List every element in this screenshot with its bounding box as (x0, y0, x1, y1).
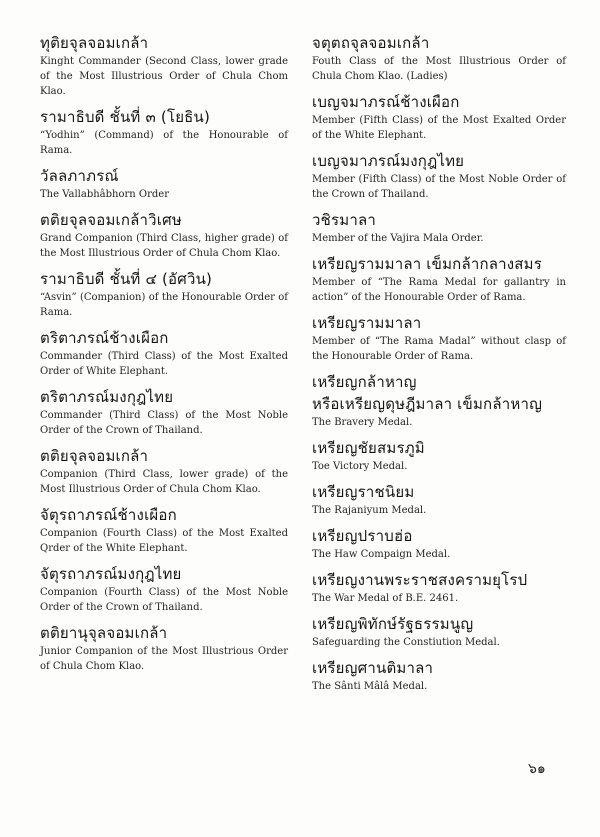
entry (40, 209, 288, 261)
thai-term: เหรียญศานติมาลา (312, 659, 434, 677)
entry (312, 91, 566, 143)
english-definition: The Sânti Mâlâ Medal. (312, 681, 428, 692)
english-definition: Companion (Fourth Class) of the Most Exalted Qrder of the White Elephant. (40, 528, 288, 554)
english-definition: Grand Companion (Third Class, higher grade) of the Most Illustrious Order of Chula Chom Klao. (40, 233, 288, 259)
page-number: ๖๑ (528, 761, 546, 777)
english-definition: Member (Fifth Class) of the Most Exalted Order of the White Elephant. (312, 115, 566, 141)
english-definition: Toe Victory Medal. (312, 461, 408, 472)
english-definition: Kinght Commander (Second Class, lower grade of the Most Illustrious Order of Chula Chom Klao. (40, 56, 288, 97)
english-definition: The Haw Compaign Medal. (312, 549, 451, 560)
english-definition: Companion (Third Class, lower grade) of the Most Illustrious Order of Chula Chom Klao. (40, 469, 288, 495)
entry (312, 657, 566, 694)
english-definition: Member of “The Rama Medal for gallantry in action” of the Honourable Order of Rama. (312, 277, 566, 303)
english-definition: The War Medal of B.E. 2461. (312, 593, 459, 604)
english-definition: Member of the Vajira Mala Order. (312, 233, 484, 244)
english-definition: Companion (Fourth Class) of the Most Noble Order of the Crown of Thailand. (40, 587, 288, 613)
thai-term: เบญจมาภรณ์มงกุฎไทย (312, 152, 465, 170)
thai-term: จัตุรถาภรณ์มงกุฎไทย (40, 565, 182, 583)
thai-term: เหรียญปราบฮ่อ (312, 527, 413, 545)
entry (40, 504, 288, 556)
entry (312, 209, 566, 246)
entry (40, 563, 288, 615)
english-definition: Fouth Class of the Most Illustrious Order of Chula Chom Klao. (Ladies) (312, 56, 566, 82)
entry (40, 327, 288, 379)
entry (312, 481, 566, 518)
english-definition: Commander (Third Class) of the Most Noble Order of the Crown of Thailand. (40, 410, 288, 436)
thai-term: ตติยจุลจอมเกล้า (40, 447, 149, 465)
thai-term: รามาธิบดี ชั้นที่ ๓ (โยธิน) (40, 108, 211, 126)
thai-term: เหรียญชัยสมรภูมิ (312, 439, 425, 457)
thai-term: เหรียญราชนิยม (312, 483, 415, 501)
entry (40, 165, 288, 202)
thai-term: จตุตถจุลจอมเกล้า (312, 34, 430, 52)
english-definition: “Asvin” (Companion) of the Honourable Order of Rama. (40, 292, 288, 318)
entry (312, 32, 566, 84)
thai-term: หรือเหรียญดุษฎีมาลา เข็มกล้าหาญ (312, 395, 543, 413)
entry (40, 445, 288, 497)
english-definition: “Yodhin” (Command) of the Honourable of Rama. (40, 130, 288, 156)
thai-term: เหรียญรามมาลา (312, 314, 422, 332)
thai-term: ตริตาภรณ์ช้างเผือก (40, 329, 169, 347)
english-definition: Member (Fifth Class) of the Most Noble Order of the Crown of Thailand. (312, 174, 566, 200)
entry (312, 312, 566, 364)
entry (40, 32, 288, 99)
english-definition: Safeguarding the Constiution Medal. (312, 637, 500, 648)
english-definition: Junior Companion of the Most Illustrious Order of Chula Chom Klao. (40, 646, 288, 672)
entry (40, 268, 288, 320)
english-definition: Commander (Third Class) of the Most Exalted Order of White Elephant. (40, 351, 288, 377)
entry (312, 525, 566, 562)
english-definition: Member of “The Rama Madal” without clasp of the Honourable Order of Rama. (312, 336, 566, 362)
entry (312, 393, 566, 430)
entry (312, 437, 566, 474)
entry (312, 253, 566, 305)
thai-term: รามาธิบดี ชั้นที่ ๔ (อัศวิน) (40, 270, 213, 288)
entry (40, 622, 288, 674)
english-definition: The Rajaniyum Medal. (312, 505, 427, 516)
thai-term: ตติยจุลจอมเกล้าวิเศษ (40, 211, 182, 229)
thai-term: ทุติยจุลจอมเกล้า (40, 34, 149, 52)
entry (40, 386, 288, 438)
right-column (312, 32, 566, 701)
thai-term: เหรียญงานพระราชสงครามยุโรป (312, 571, 528, 589)
entry (40, 106, 288, 158)
thai-term: จัตุรถาภรณ์ช้างเผือก (40, 506, 177, 524)
thai-term: วชิรมาลา (312, 211, 376, 229)
thai-term: เหรียญรามมาลา เข็มกล้ากลางสมร (312, 255, 542, 273)
entry (312, 569, 566, 606)
english-definition: The Vallabhâbhorn Order (40, 189, 169, 200)
entry (312, 150, 566, 202)
thai-term: เบญจมาภรณ์ช้างเผือก (312, 93, 460, 111)
entry (312, 613, 566, 650)
thai-term: ตติยานุจุลจอมเกล้า (40, 624, 168, 642)
thai-term: วัลลภาภรณ์ (40, 167, 119, 185)
left-column (40, 32, 288, 681)
thai-term: เหรียญกล้าหาญ (312, 373, 417, 391)
entry (312, 371, 566, 393)
thai-term: เหรียญพิทักษ์รัฐธรรมนูญ (312, 615, 474, 633)
thai-term: ตริตาภรณ์มงกุฎไทย (40, 388, 174, 406)
english-definition: The Bravery Medal. (312, 417, 413, 428)
